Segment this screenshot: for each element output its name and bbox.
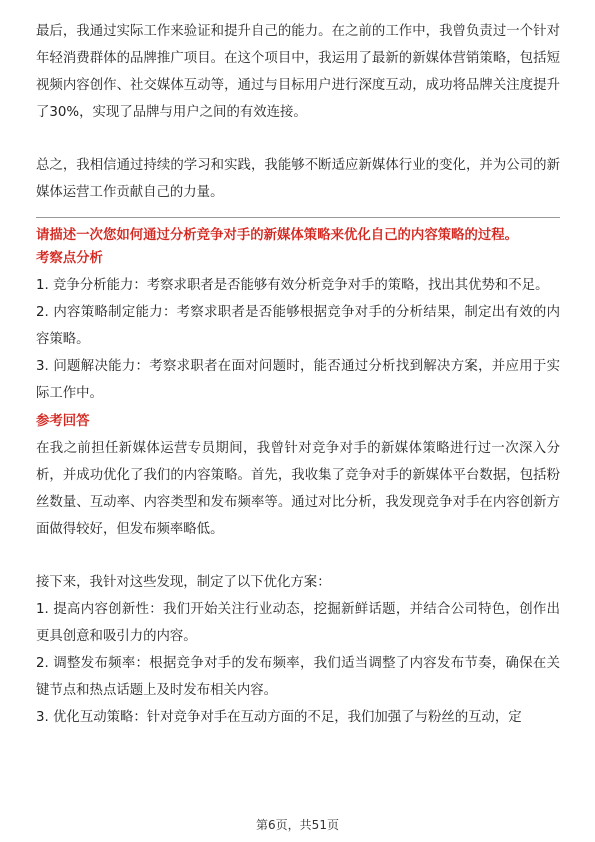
analysis-item-2: 2. 内容策略制定能力：考察求职者是否能够根据竞争对手的分析结果，制定出有效的内容策略。: [36, 305, 560, 347]
analysis-item-3: 3. 问题解决能力：考察求职者在面对问题时，能否通过分析找到解决方案，并应用于实际工作中。: [36, 359, 560, 401]
answer-item-3: 3. 优化互动策略：针对竞争对手在互动方面的不足，我们加强了与粉丝的互动，定: [36, 710, 522, 725]
paragraph-gap: [36, 543, 560, 569]
page-number: 第6页，共51页: [256, 818, 339, 832]
document-page: [36, 18, 560, 731]
paragraph-gap: [36, 126, 560, 152]
answer-heading: 参考回答: [36, 414, 90, 429]
answer-item-2: 2. 调整发布频率：根据竞争对手的发布频率，我们适当调整了内容发布节奏，确保在关键节点和热点话题上及时发布相关内容。: [36, 656, 560, 698]
answer-paragraph-1: 在我之前担任新媒体运营专员期间，我曾针对竞争对手的新媒体策略进行过一次深入分析，并成功优化了我们的内容策略。首先，我收集了竞争对手的新媒体平台数据，包括粉丝数量、互动率、内容类型和发布频率等。通过对比分析，我发现竞争对手在内容创新方面做得较好，但发布频率略低。: [36, 441, 560, 537]
intro-paragraph-1: 最后，我通过实际工作来验证和提升自己的能力。在之前的工作中，我曾负责过一个针对年轻消费群体的品牌推广项目。在这个项目中，我运用了最新的新媒体营销策略，包括短视频内容创作、社交媒体互动等，通过与目标用户进行深度互动，成功将品牌关注度提升了30%，实现了品牌与用户之间的有效连接。: [36, 24, 560, 120]
intro-paragraph-2: 总之，我相信通过持续的学习和实践，我能够不断适应新媒体行业的变化，并为公司的新媒体运营工作贡献自己的力量。: [36, 158, 560, 200]
analysis-heading: 考察点分析: [36, 251, 103, 266]
answer-paragraph-2: 接下来，我针对这些发现，制定了以下优化方案：: [36, 575, 331, 590]
analysis-item-1: 1. 竞争分析能力：考察求职者是否能够有效分析竞争对手的策略，找出其优势和不足。: [36, 278, 549, 293]
section-divider: [36, 217, 560, 218]
question-title: 请描述一次您如何通过分析竞争对手的新媒体策略来优化自己的内容策略的过程。: [36, 228, 519, 243]
answer-item-1: 1. 提高内容创新性：我们开始关注行业动态，挖掘新鲜话题，并结合公司特色，创作出更具创意和吸引力的内容。: [36, 602, 560, 644]
